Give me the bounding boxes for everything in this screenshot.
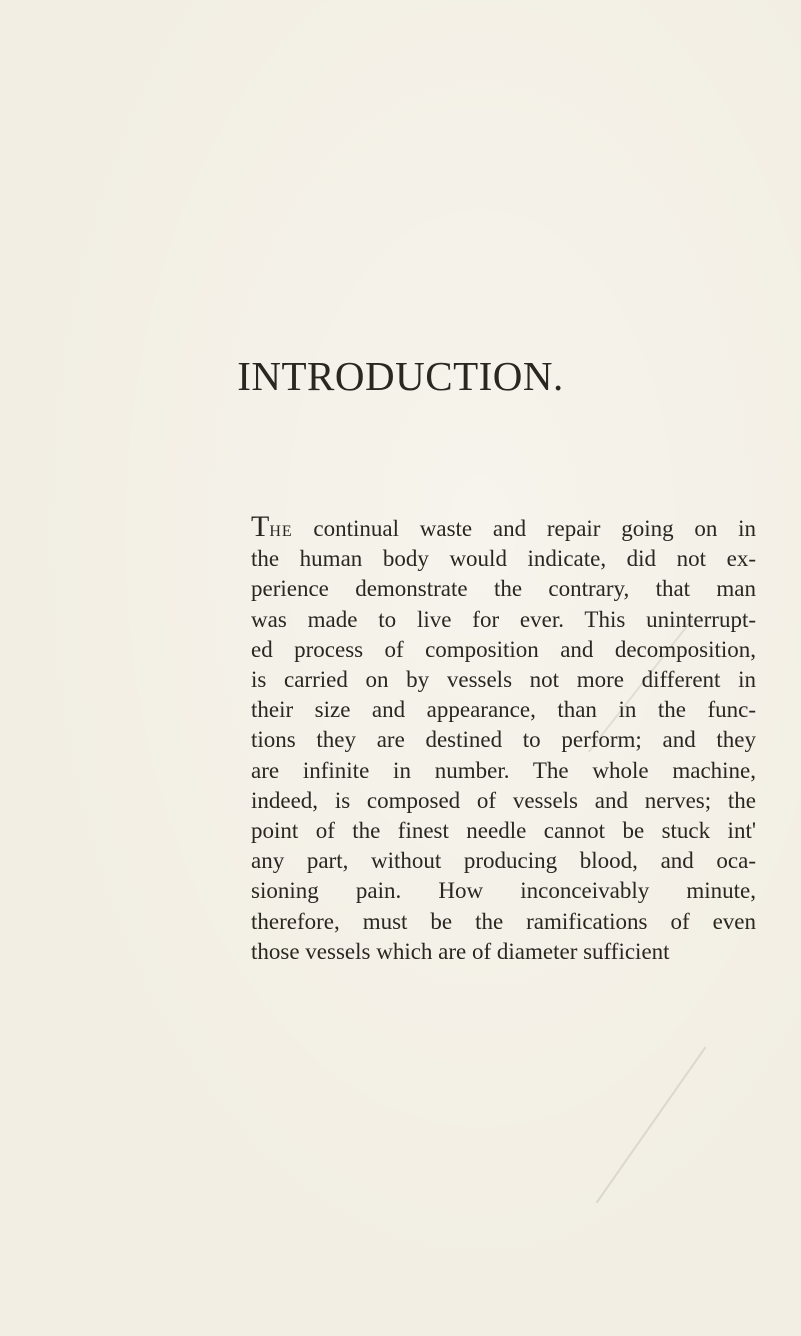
body-paragraph (251, 512, 756, 967)
text-line: perience demonstrate the contrary, that man (251, 576, 756, 602)
line-text: continual waste and repair going on in (313, 516, 757, 541)
text-line: are infinite in number. The whole machine, (251, 757, 756, 783)
first-word-rest: he (269, 516, 293, 541)
text-line: point of the finest needle cannot be stuck int' (251, 818, 756, 844)
text-line (251, 512, 756, 544)
text-line: ed process of composition and decomposition, (251, 636, 756, 662)
paper-fold-mark (596, 1047, 707, 1204)
text-line: therefore, must be the ramifications of even (251, 908, 756, 934)
text-line: their size and appearance, than in the func- (251, 697, 756, 723)
text-line: the human body would indicate, did not ex- (251, 546, 756, 572)
text-line: indeed, is composed of vessels and nerves; the (251, 787, 756, 813)
first-letter: T (251, 510, 270, 543)
text-line: is carried on by vessels not more different in (251, 667, 756, 693)
chapter-heading: INTRODUCTION. (237, 353, 564, 399)
text-line: any part, without producing blood, and oca- (251, 848, 756, 874)
text-line: was made to live for ever. This uninterrupt- (251, 606, 756, 632)
text-line: those vessels which are of diameter sufficient (251, 938, 670, 964)
text-line: tions they are destined to perform; and they (251, 727, 756, 753)
text-line: sioning pain. How inconceivably minute, (251, 878, 756, 904)
